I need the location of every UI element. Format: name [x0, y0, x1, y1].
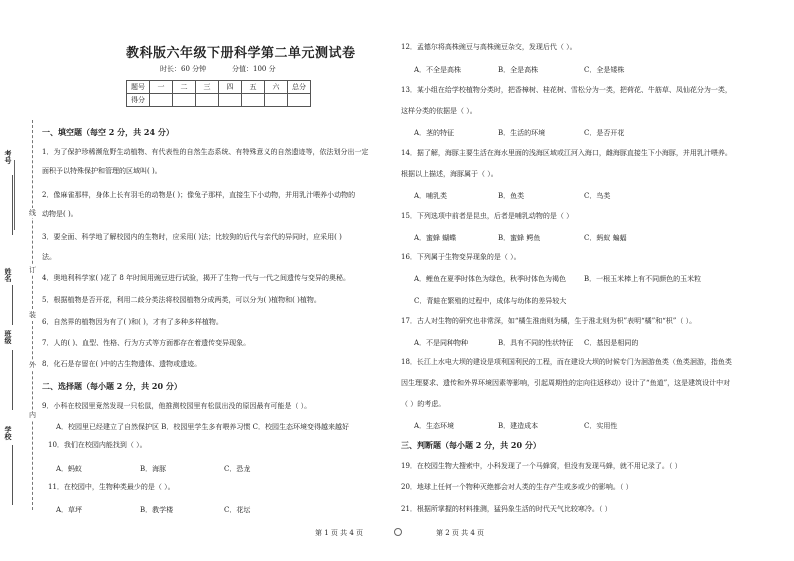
option[interactable]: B．鱼类	[498, 192, 525, 200]
question-20: 20．地球上任何一个物种灭绝都会对人类的生存产生或多或少的影响。（ ）	[401, 483, 633, 491]
question-13-line-2: 这样分类的依据是（ ）。	[401, 107, 477, 115]
option[interactable]: C．恐龙	[224, 465, 251, 473]
cut-char: 线	[29, 209, 36, 217]
score-input-cell[interactable]	[173, 94, 196, 107]
option[interactable]: C．基因是相同的	[584, 339, 639, 347]
question-2-line-1: 2．像麻雀那样，身体上长有羽毛的动物是( )；像兔子那样，直接生下小动物，并用乳汁喂养小动物的	[42, 191, 356, 199]
option[interactable]: A．哺乳类	[414, 192, 448, 200]
question-16: 16．下列属于生物变异现象的是（ ）。	[401, 253, 521, 261]
option[interactable]: B．蜜蜂 鳄鱼	[498, 234, 541, 242]
score-input-cell[interactable]	[196, 94, 219, 107]
cut-char: 外	[29, 361, 36, 369]
exam-no-line	[14, 160, 15, 230]
question-1-line-2: 面积予以特殊保护和管理的区域叫( )。	[42, 167, 162, 175]
question-6: 6．自然界的植物因为有了( )和( )，才有了多种多样植物。	[42, 318, 223, 326]
question-2-line-2: 动物是( )。	[42, 210, 78, 218]
option[interactable]: A．草坪	[56, 506, 83, 514]
question-18-line-3: （ ）的考虑。	[401, 400, 446, 408]
exam-time: 时长：60 分钟	[160, 65, 207, 73]
score-cell: 题号	[127, 81, 150, 94]
section-judge: 三、判断题（每小题 2 分，共 20 分）	[401, 440, 541, 450]
question-12: 12．孟德尔将高株豌豆与高株豌豆杂交，发现后代（ ）。	[401, 43, 577, 51]
option[interactable]: A．蚂蚁	[56, 465, 83, 473]
question-14-line-1: 14．据了解，海豚主要生活在海水里面的浅海区域或江河入海口，雌海豚直接生下小海豚，并用乳汁喂养。	[401, 149, 732, 157]
question-19: 19．在校园生物大搜索中，小科发现了一个马蜂窝，但没有发现马蜂，就不用记录了。（ ）	[401, 462, 682, 470]
question-3-line-2: 法。	[42, 253, 56, 261]
field-line-2	[12, 285, 13, 325]
question-21: 21．根据所掌握的材料推测，猛犸象生活的时代天气比较寒冷。（ ）	[401, 505, 612, 513]
field-line-1	[12, 175, 13, 235]
score-cell: 五	[242, 81, 265, 94]
cut-char: 装	[29, 311, 36, 319]
score-table-header-row	[127, 81, 311, 94]
field-line-3	[12, 350, 13, 410]
option[interactable]: A．茎的特征	[414, 129, 455, 137]
question-3-line-1: 3．要全面、科学地了解校园内的生物时，应采用( )法；比较狗的后代与亲代的异同时，应采用( )	[42, 233, 342, 241]
option[interactable]: C．青蛙在繁殖的过程中，成体与幼体的差异较大	[414, 297, 567, 305]
question-10: 10．我们在校园内能找到（ ）。	[48, 441, 147, 449]
score-cell: 三	[196, 81, 219, 94]
label-school: 学校	[4, 426, 13, 440]
score-cell: 二	[173, 81, 196, 94]
score-cell: 得分	[127, 94, 150, 107]
score-cell: 一	[150, 81, 173, 94]
option[interactable]: B．教学楼	[140, 506, 174, 514]
question-11: 11．在校园中，生物种类最少的是（ ）。	[48, 483, 175, 491]
score-input-cell[interactable]	[150, 94, 173, 107]
question-9: 9．小科在校园里竟然发现一只松鼠，他推测校园里有松鼠出没的原因最有可能是（ ）。	[42, 402, 312, 410]
score-table-score-row	[127, 94, 311, 107]
page-number-left: 第 1 页 共 4 页	[315, 529, 364, 537]
label-name: 姓名	[4, 268, 13, 282]
score-input-cell[interactable]	[265, 94, 288, 107]
question-8: 8．化石是存留在( )中的古生物遗体、遗物或遗迹。	[42, 360, 202, 368]
option[interactable]: B．一根玉米棒上有不同颜色的玉米粒	[584, 275, 702, 283]
exam-score: 分值：100 分	[232, 65, 276, 73]
score-input-cell[interactable]	[288, 94, 311, 107]
score-input-cell[interactable]	[242, 94, 265, 107]
score-cell: 四	[219, 81, 242, 94]
option[interactable]: B．海豚	[140, 465, 167, 473]
score-cell: 六	[265, 81, 288, 94]
question-1-line-1: 1．为了保护珍稀濒危野生动植物、有代表性的自然生态系统、有特殊意义的自然遗迹等，依法划分出一定	[42, 148, 369, 156]
option[interactable]: B．生活的环境	[498, 129, 546, 137]
option[interactable]: B．具有不同的性状特征	[498, 339, 574, 347]
cut-char: 订	[29, 266, 36, 274]
question-13-line-1: 13．某小组在给学校植物分类时，把香樟树、桂花树、雪松分为一类，把荷花、牛筋草、凤仙花分为一类，	[401, 86, 732, 94]
option[interactable]: A．鲤鱼在夏季时体色为绿色，秋季时体色为褐色	[414, 275, 567, 283]
field-line-4	[12, 445, 13, 505]
center-hole-icon	[394, 528, 402, 536]
option[interactable]: C．是否开花	[584, 129, 625, 137]
question-15: 15．下列选项中前者是昆虫，后者是哺乳动物的是（ ）	[401, 212, 574, 220]
label-exam-no: 考号	[4, 150, 13, 164]
cut-char: 内	[29, 411, 36, 419]
page-title: 教科版六年级下册科学第二单元测试卷	[126, 46, 356, 61]
label-class: 班级	[4, 330, 13, 344]
score-input-cell[interactable]	[219, 94, 242, 107]
question-17: 17．古人对生物的研究也非常深，如“橘生淮南则为橘，生于淮北则为枳”表明“橘”和“枳”（ ）。	[401, 317, 697, 325]
question-14-line-2: 根据以上描述，海豚属于（ ）。	[401, 170, 498, 178]
score-cell: 总分	[288, 81, 311, 94]
question-5: 5．根据植物是否开花，利用二歧分类法将校园植物分成两类，可以分为( )植物和( )植物。	[42, 296, 321, 304]
page-number-right: 第 2 页 共 4 页	[436, 529, 485, 537]
question-18-line-2: 因生理要求、遗传和外界环境因素等影响，引起周期性的定向往返移动）设计了“鱼道”，这是建筑设计中对	[401, 379, 731, 387]
option[interactable]: C．花坛	[224, 506, 251, 514]
question-7: 7．人的( )、血型、性格、行为方式等方面都存在着遗传变异现象。	[42, 339, 251, 347]
option[interactable]: B．全是高株	[498, 66, 539, 74]
option[interactable]: B．建造成本	[498, 422, 539, 430]
question-9-options: A．校园里已经建立了自然保护区 B．校园里学生多有喂养习惯 C．校园生态环境变得越来越好	[56, 423, 350, 431]
question-18-line-1: 18．长江上水电大坝的建设是项利国利民的工程，而在建设大坝的时候专门为洄游鱼类（鱼类洄游，指鱼类	[401, 358, 732, 366]
score-table	[126, 80, 311, 107]
option[interactable]: A．不是同种物种	[414, 339, 469, 347]
option[interactable]: A．蜜蜂 蝴蝶	[414, 234, 457, 242]
section-choice: 二、选择题（每小题 2 分，共 20 分）	[42, 381, 182, 391]
option[interactable]: C．实用性	[584, 422, 618, 430]
option[interactable]: C．全是矮株	[584, 66, 625, 74]
option[interactable]: A．不全是高株	[414, 66, 462, 74]
question-4: 4．奥地利科学家( )花了 8 年时间用豌豆进行试验，揭开了生物一代与一代之间遗传与变异的奥秘。	[42, 274, 351, 282]
option[interactable]: C．鸟类	[584, 192, 611, 200]
section-fill-blank: 一、填空题（每空 2 分，共 24 分）	[42, 127, 174, 137]
option[interactable]: A．生态环境	[414, 422, 455, 430]
option[interactable]: C．蚂蚁 蝙蝠	[584, 234, 627, 242]
